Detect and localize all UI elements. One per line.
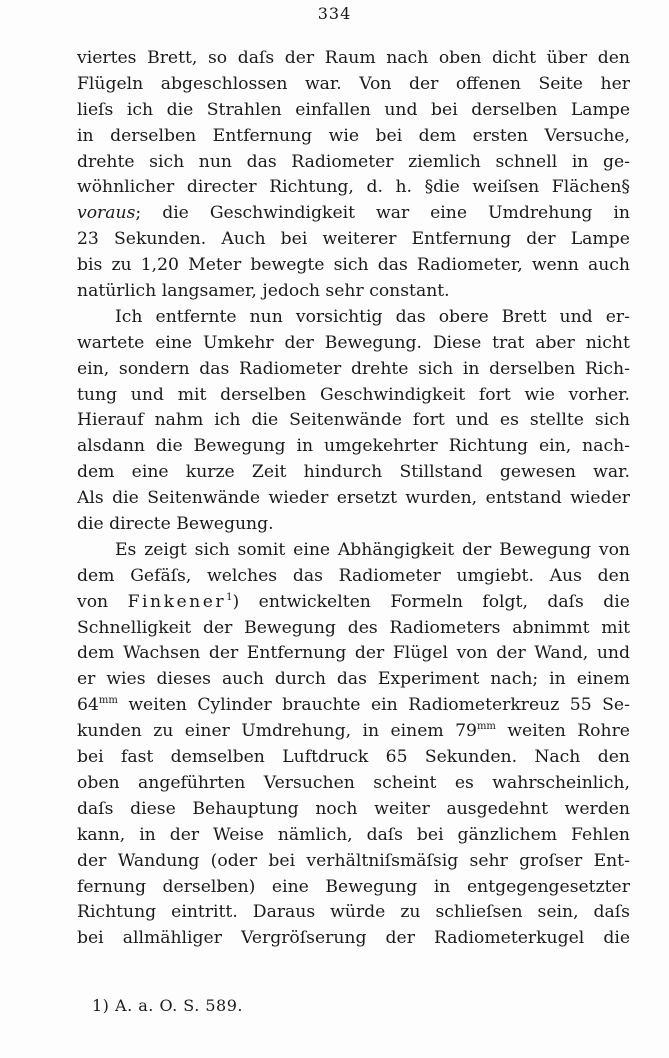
text-line: ein, sondern das Radiometer drehte sich in derselben Rich- <box>77 358 630 379</box>
text-line: daſs diese Behauptung noch weiter ausgedehnt werden <box>77 798 630 819</box>
paragraph <box>77 305 630 538</box>
text-line: viertes Brett, so daſs der Raum nach oben dicht über den <box>77 48 630 68</box>
text-line: Es zeigt sich somit eine Abhängigkeit der Bewegung von <box>115 539 630 560</box>
body-text <box>77 46 630 952</box>
text-line: Hierauf nahm ich die Seitenwände fort und es stellte sich <box>77 410 630 431</box>
text-line: er wies dieses auch durch das Experiment nach; in einem <box>77 669 630 690</box>
paragraph <box>77 538 630 952</box>
text-line: Als die Seitenwände wieder ersetzt wurden, entstand wieder <box>77 488 630 509</box>
text-line: kunden zu einer Umdrehung, in einem $79^{mm}$ weiten Rohre <box>77 721 630 742</box>
text-line: wartete eine Umkehr der Bewegung. Diese trat aber nicht <box>77 332 630 353</box>
text-line: lieſs ich die Strahlen einfallen und bei derselben Lampe <box>77 99 630 120</box>
paragraph <box>77 46 630 305</box>
text-line: $64^{mm}$ weiten Cylinder brauchte ein Radiometerkreuz 55 Se- <box>77 695 630 716</box>
text-line: dem eine kurze Zeit hindurch Stillstand gewesen war. <box>77 462 630 483</box>
text-line: bei fast demselben Luftdruck 65 Sekunden. Nach den <box>77 747 630 768</box>
text-line: natürlich langsamer, jedoch sehr constant. <box>77 281 450 302</box>
text-line: dem Wachsen der Entfernung der Flügel von der Wand, und <box>77 643 630 664</box>
text-line: bei allmähliger Vergröſserung der Radiometerkugel die <box>77 928 630 949</box>
text-line: der Wandung (oder bei verhältniſsmäſsig sehr groſser Ent- <box>77 850 630 871</box>
text-line: 23 Sekunden. Auch bei weiterer Entfernung der Lampe <box>77 229 630 250</box>
text-line: Schnelligkeit der Bewegung des Radiometers abnimmt mit <box>77 617 630 638</box>
text-line: Ich entfernte nun vorsichtig das obere Brett und er- <box>115 306 630 327</box>
footnote: 1) A. a. O. S. 589. <box>92 996 243 1015</box>
text-line: Richtung eintritt. Daraus würde zu schlieſsen sein, daſs <box>77 902 630 923</box>
text-line: tung und mit derselben Geschwindigkeit fort wie vorher. <box>77 384 630 405</box>
page-number: 334 <box>317 4 352 23</box>
text-line: drehte sich nun das Radiometer ziemlich schnell in ge- <box>77 151 630 172</box>
text-line: in derselben Entfernung wie bei dem ersten Versuche, <box>77 125 630 146</box>
text-line: bis zu 1,20 Meter bewegte sich das Radiometer, wenn auch <box>77 255 630 276</box>
text-line: kann, in der Weise nämlich, daſs bei gänzlichem Fehlen <box>77 824 630 845</box>
text-line: von Finkener$^1$) entwickelten Formeln folgt, daſs die <box>77 591 630 612</box>
text-line: wöhnlicher directer Richtung, d. h. §die weiſsen Flächen§ <box>77 177 630 198</box>
text-line: fernung derselben) eine Bewegung in entgegengesetzter <box>77 876 630 897</box>
text-line: dem Gefäſs, welches das Radiometer umgiebt. Aus den <box>77 565 630 586</box>
text-line: oben angeführten Versuchen scheint es wahrscheinlich, <box>77 772 630 793</box>
text-line: Flügeln abgeschlossen war. Von der offenen Seite her <box>77 73 630 94</box>
text-line: voraus; die Geschwindigkeit war eine Umdrehung in <box>77 203 630 224</box>
text-line: die directe Bewegung. <box>77 514 274 535</box>
text-line: alsdann die Bewegung in umgekehrter Richtung ein, nach- <box>77 436 630 457</box>
